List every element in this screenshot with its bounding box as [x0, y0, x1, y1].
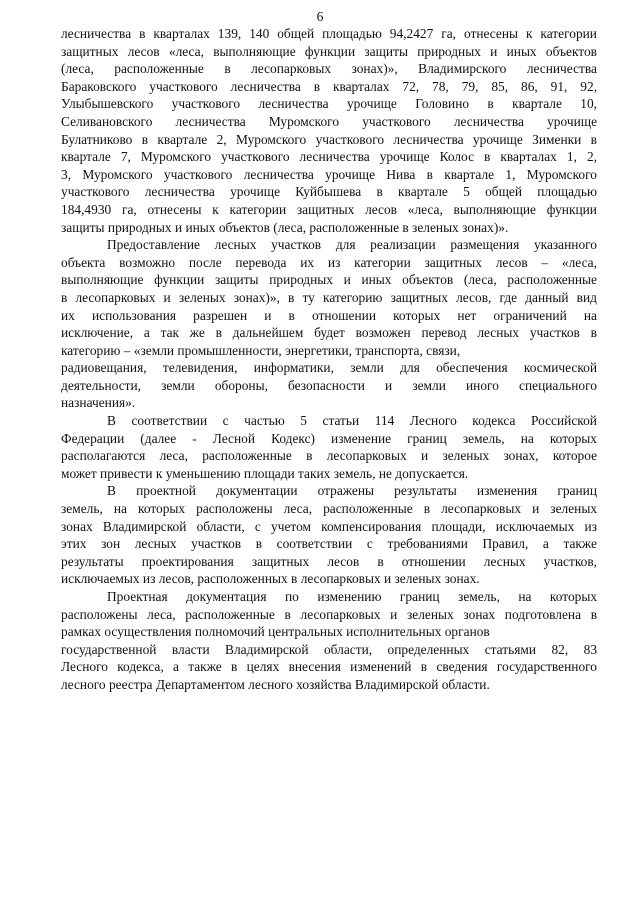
- text-line: исключение, а так же в дальнейшем будет возможен перевод лесных участков в: [61, 325, 597, 341]
- paragraph: [61, 412, 597, 482]
- text-line: рамках осуществления полномочий центральных исполнительных органов: [61, 624, 490, 640]
- text-line: Федерации (далее - Лесной Кодекс) изменение границ земель, на которых: [61, 430, 597, 446]
- text-line: Улыбышевского участкового лесничества урочище Головино в квартале 10,: [61, 96, 598, 112]
- text-line: их использования разрешен и в отношении которых нет ограничений на: [61, 307, 597, 323]
- document-body: [61, 25, 597, 694]
- text-line: результаты проектирования защитных лесов в отношении лесных участков,: [61, 553, 598, 569]
- text-line: в лесопарковых и зеленых зонах)», в ту категорию защитных лесов, где данный вид: [61, 289, 597, 305]
- text-line: В проектной документации отражены результаты изменения границ: [107, 483, 597, 499]
- paragraph: [61, 588, 597, 694]
- text-line: радиовещания, телевидения, информатики, земли для обеспечения космической: [61, 360, 598, 376]
- text-line: располагаются леса, расположенные в лесопарковых и зеленых зонах, которое: [61, 448, 598, 464]
- page-number: 6: [316, 9, 324, 24]
- text-line: (леса, расположенные в лесопарковых зонах)», Владимирского лесничества: [61, 61, 597, 77]
- paragraph: [61, 25, 597, 236]
- text-line: исключаемых из лесов, расположенных в лесопарковых и зеленых зонах.: [61, 571, 480, 587]
- text-line: Булатниково в квартале 2, Муромского участкового лесничества урочище Зименки в: [61, 131, 598, 147]
- text-line: Лесного кодекса, а также в целях внесения изменений в сведения государственного: [61, 659, 598, 675]
- text-line: Проектная документация по изменению границ земель, на которых: [107, 589, 598, 604]
- text-line: выполняющие функции защиты природных и иных объектов (леса, расположенные: [61, 272, 598, 288]
- text-line: участкового лесничества урочище Куйбышева в квартале 5 общей площадью: [61, 184, 597, 200]
- text-line: 184,4930 га, отнесены к категории защитных лесов «леса, выполняющие функции: [61, 201, 597, 217]
- text-line: зонах Владимирской области, с учетом компенсирования площади, исключаемых из: [61, 518, 597, 534]
- text-line: назначения».: [61, 395, 136, 411]
- text-line: Селивановского лесничества Муромского участкового лесничества урочище: [61, 113, 598, 129]
- text-line: объекта возможно после перевода их из категории защитных лесов – «леса,: [61, 254, 597, 270]
- text-line: Бараковского участкового лесничества в кварталах 72, 78, 79, 85, 86, 91, 92,: [61, 78, 598, 94]
- text-line: этих зон лесных участков в соответствии с требованиями Правил, а также: [61, 536, 597, 552]
- text-line: расположены леса, расположенные в лесопарковых и зеленых зонах подготовлена в: [61, 606, 598, 622]
- text-line: деятельности, земли обороны, безопасности и земли иного специального: [61, 377, 597, 393]
- text-line: лесного реестра Департаментом лесного хозяйства Владимирской области.: [61, 676, 490, 692]
- text-line: лесничества в кварталах 139, 140 общей площадью 94,2427 га, отнесены к категории: [61, 26, 597, 41]
- paragraph: [61, 482, 597, 588]
- text-line: государственной власти Владимирской области, определенных статьями 82, 83: [61, 641, 598, 657]
- text-line: 3, Муромского участкового лесничества урочище Нива в квартале 1, Муромского: [61, 166, 597, 182]
- text-line: Предоставление лесных участков для реализации размещения указанного: [107, 237, 597, 253]
- text-line: категорию – «земли промышленности, энергетики, транспорта, связи,: [61, 342, 461, 358]
- text-line: квартале 7, Муромского участкового лесничества урочище Колос в кварталах 1, 2,: [61, 149, 597, 165]
- paragraph: [61, 236, 597, 412]
- text-line: защиты природных и иных объектов (леса, расположенные в зеленых зонах)».: [61, 219, 509, 235]
- text-line: земель, на которых расположены леса, расположенные в лесопарковых и зеленых: [61, 501, 598, 517]
- text-line: В соответствии с частью 5 статьи 114 Лесного кодекса Российской: [107, 413, 597, 429]
- text-line: может привести к уменьшению площади таких земель, не допускается.: [61, 465, 469, 481]
- text-line: защитных лесов «леса, выполняющие функции защиты природных и иных объектов: [61, 43, 597, 59]
- paragraph-list: [61, 25, 597, 694]
